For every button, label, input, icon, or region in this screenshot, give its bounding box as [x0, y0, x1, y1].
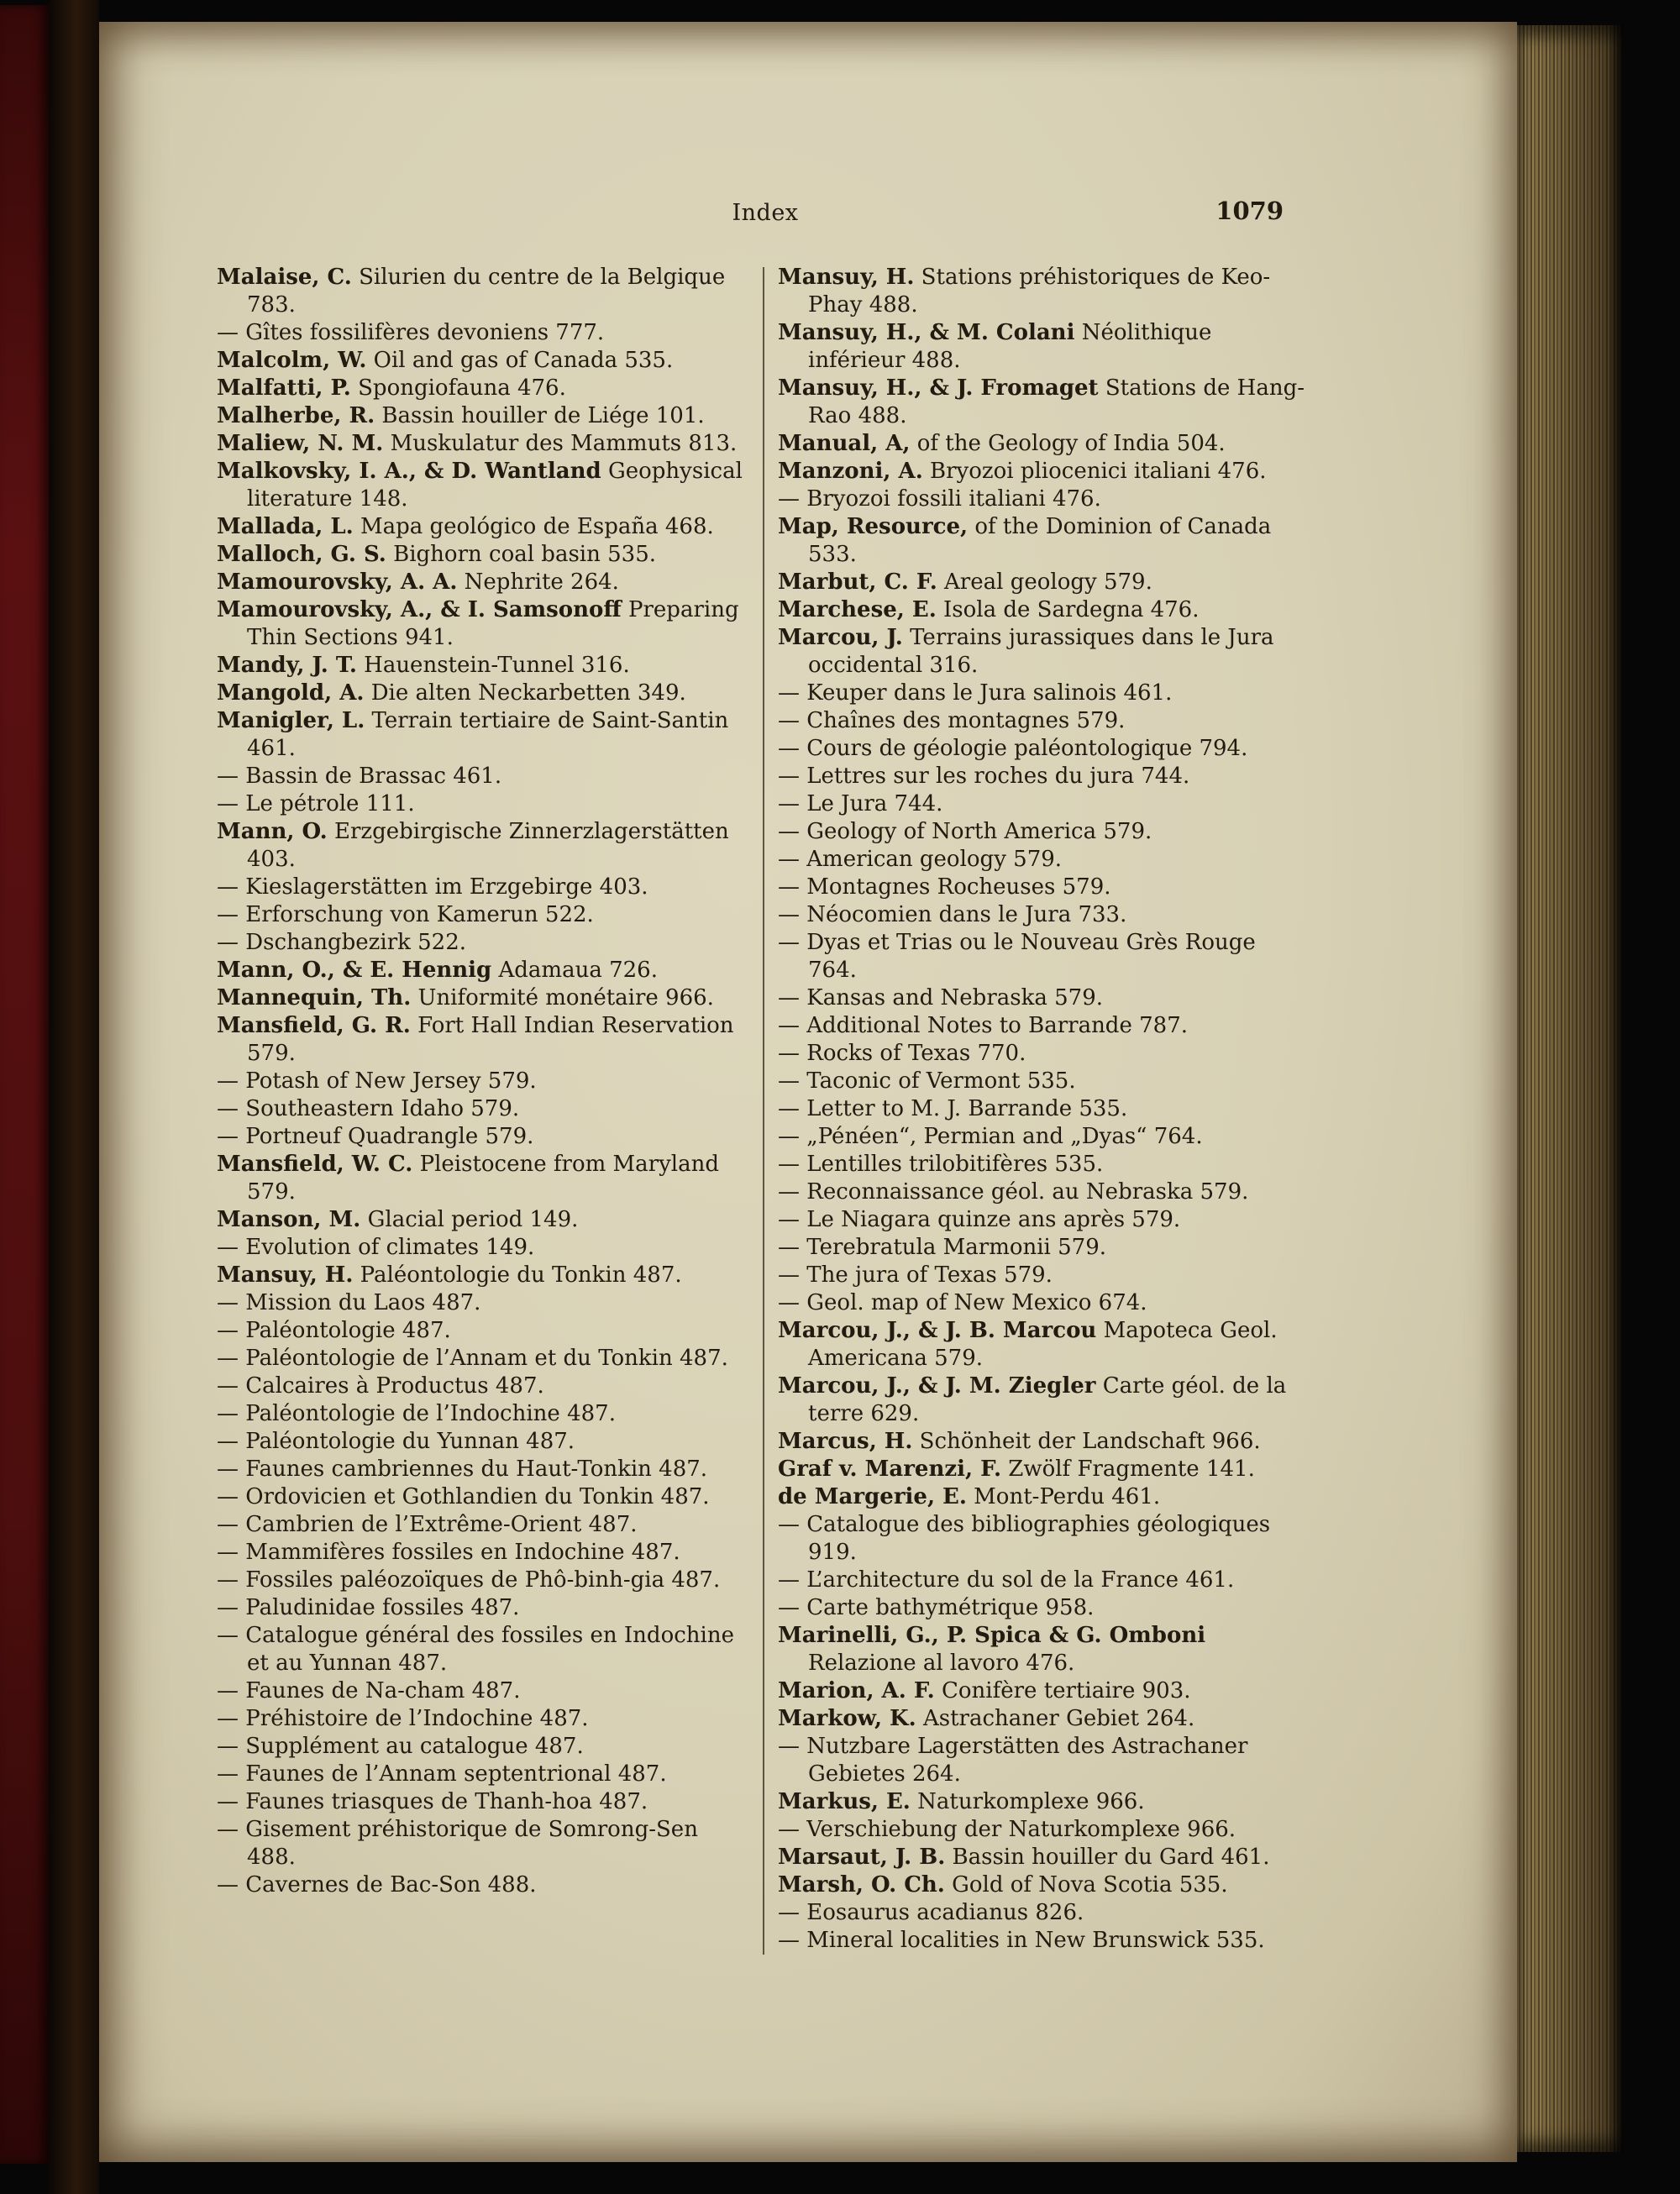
entry-repeat-dash: —	[217, 1068, 239, 1094]
index-entry: — Fossiles paléozoïques de Phô-binh-gia 487.	[217, 1567, 721, 1593]
entry-author: Maliew, N. M.	[217, 431, 384, 456]
entry-repeat-dash: —	[217, 1512, 239, 1537]
index-entry: Mann, O. Erzgebirgische Zinnerzlagerstätten 403.	[217, 819, 729, 872]
entry-author: Malloch, G. S.	[217, 542, 386, 567]
index-entry: — Carte bathymétrique 958.	[778, 1595, 1095, 1620]
entry-repeat-dash: —	[217, 1761, 239, 1787]
index-entry: de Margerie, E. Mont-Perdu 461.	[778, 1484, 1161, 1509]
entry-repeat-dash: —	[778, 1817, 800, 1842]
index-entry: — Dyas et Trias ou le Nouveau Grès Rouge 764.	[778, 930, 1256, 983]
entry-author: Mandy, J. T.	[217, 653, 357, 678]
index-entry: Manigler, L. Terrain tertiaire de Saint-Santin 461.	[217, 708, 729, 761]
entry-author: Mann, O., & E. Hennig	[217, 958, 492, 983]
entry-author: Malfatti, P.	[217, 375, 351, 401]
index-entry: — Cambrien de l’Extrême-Orient 487.	[217, 1512, 638, 1537]
index-entry: — Catalogue général des fossiles en Indochine et au Yunnan 487.	[217, 1623, 734, 1676]
index-entry: — Cours de géologie paléontologique 794.	[778, 736, 1248, 761]
entry-author: Marinelli, G., P. Spica & G. Omboni	[778, 1623, 1206, 1648]
index-entry: Marsaut, J. B. Bassin houiller du Gard 461.	[778, 1845, 1270, 1870]
entry-author: Mamourovsky, A. A.	[217, 569, 458, 595]
index-entry: Marsh, O. Ch. Gold of Nova Scotia 535.	[778, 1872, 1228, 1897]
entry-author: Mansuy, H.	[778, 265, 915, 290]
entry-author: Marsh, O. Ch.	[778, 1872, 945, 1897]
entry-repeat-dash: —	[778, 680, 800, 706]
index-entry: Mansfield, G. R. Fort Hall Indian Reservation 579.	[217, 1013, 734, 1066]
index-entry: Marbut, C. F. Areal geology 579.	[778, 569, 1152, 595]
entry-repeat-dash: —	[778, 1235, 800, 1260]
page-content	[217, 197, 1314, 1955]
index-entry: — Erforschung von Kamerun 522.	[217, 902, 594, 927]
index-entry: — Bassin de Brassac 461.	[217, 764, 502, 789]
index-entry: — Lettres sur les roches du jura 744.	[778, 764, 1190, 789]
index-entry: — Le Niagara quinze ans après 579.	[778, 1207, 1181, 1232]
entry-author: Mansfield, G. R.	[217, 1013, 411, 1038]
page-number: 1079	[1215, 197, 1284, 225]
entry-repeat-dash: —	[778, 1068, 800, 1094]
index-column-left	[217, 264, 749, 1955]
index-entry: — Mineral localities in New Brunswick 535.	[778, 1928, 1265, 1953]
index-entry: — Calcaires à Productus 487.	[217, 1373, 544, 1399]
index-entry: — Montagnes Rocheuses 579.	[778, 874, 1111, 900]
index-entry: Marcou, J., & J. M. Ziegler Carte géol. de la terre 629.	[778, 1373, 1287, 1426]
entry-author: Mallada, L.	[217, 514, 354, 539]
entry-repeat-dash: —	[217, 1290, 239, 1315]
entry-repeat-dash: —	[217, 1734, 239, 1759]
entry-author: Marcus, H.	[778, 1429, 913, 1454]
index-entry: Marion, A. F. Conifère tertiaire 903.	[778, 1678, 1191, 1703]
index-entry: Mansuy, H. Stations préhistoriques de Keo-Phay 488.	[778, 265, 1271, 318]
index-entry: — Supplément au catalogue 487.	[217, 1734, 584, 1759]
index-entry: Mannequin, Th. Uniformité monétaire 966.	[217, 985, 714, 1010]
index-entry: — Paléontologie 487.	[217, 1318, 451, 1343]
index-entry: — Kansas and Nebraska 579.	[778, 985, 1104, 1010]
index-entry: Manson, M. Glacial period 149.	[217, 1207, 579, 1232]
index-entry: — Paludinidae fossiles 487.	[217, 1595, 520, 1620]
index-entry: — Reconnaissance géol. au Nebraska 579.	[778, 1179, 1249, 1205]
entry-repeat-dash: —	[778, 1041, 800, 1066]
entry-author: Manzoni, A.	[778, 459, 923, 484]
index-entry: Malaise, C. Silurien du centre de la Belgique 783.	[217, 265, 726, 318]
column-divider-rule	[763, 267, 764, 1955]
index-entry: Mallada, L. Mapa geológico de España 468.	[217, 514, 714, 539]
entry-author: Mamourovsky, A., & I. Samsonoff	[217, 597, 622, 622]
index-entry: Graf v. Marenzi, F. Zwölf Fragmente 141.	[778, 1457, 1255, 1482]
entry-repeat-dash: —	[217, 874, 239, 900]
entry-repeat-dash: —	[217, 1346, 239, 1371]
index-entry: — Préhistoire de l’Indochine 487.	[217, 1706, 589, 1731]
index-entry: Mansfield, W. C. Pleistocene from Maryland 579.	[217, 1152, 719, 1205]
index-entry: — Lentilles trilobitifères 535.	[778, 1152, 1104, 1177]
index-entry: — Terebratula Marmonii 579.	[778, 1235, 1107, 1260]
index-entry: — Eosaurus acadianus 826.	[778, 1900, 1084, 1925]
index-entry: — Paléontologie du Yunnan 487.	[217, 1429, 575, 1454]
index-entry: — Bryozoi fossili italiani 476.	[778, 486, 1101, 512]
entry-repeat-dash: —	[778, 736, 800, 761]
index-entry: Mandy, J. T. Hauenstein-Tunnel 316.	[217, 653, 630, 678]
entry-repeat-dash: —	[217, 930, 239, 955]
entry-repeat-dash: —	[217, 1595, 239, 1620]
index-column-right	[778, 264, 1310, 1955]
entry-repeat-dash: —	[217, 1567, 239, 1593]
book-page	[99, 22, 1517, 2162]
index-entry: Mansuy, H., & J. Fromaget Stations de Hang-Rao 488.	[778, 375, 1305, 428]
entry-repeat-dash: —	[778, 1567, 800, 1593]
index-columns	[217, 264, 1314, 1955]
index-entry: — Mission du Laos 487.	[217, 1290, 481, 1315]
entry-author: Malaise, C.	[217, 265, 352, 290]
index-entry: — „Pénéen“, Permian and „Dyas“ 764.	[778, 1124, 1203, 1149]
index-entry: — Faunes triasques de Thanh-hoa 487.	[217, 1789, 648, 1814]
index-entry: — Kieslagerstätten im Erzgebirge 403.	[217, 874, 648, 900]
index-entry: Mansuy, H., & M. Colani Néolithique inférieur 488.	[778, 320, 1212, 373]
entry-author: Manual, A,	[778, 431, 911, 456]
index-entry: Map, Resource, of the Dominion of Canada 533.	[778, 514, 1272, 567]
index-entry: — Faunes de Na-cham 487.	[217, 1678, 521, 1703]
index-entry: — Faunes cambriennes du Haut-Tonkin 487.	[217, 1457, 708, 1482]
index-entry: Malfatti, P. Spongiofauna 476.	[217, 375, 566, 401]
entry-author: Marsaut, J. B.	[778, 1845, 946, 1870]
index-entry: — Paléontologie de l’Annam et du Tonkin 487.	[217, 1346, 728, 1371]
index-entry: — Le pétrole 111.	[217, 791, 415, 816]
index-entry: Marcus, H. Schönheit der Landschaft 966.	[778, 1429, 1261, 1454]
index-entry: — Cavernes de Bac-Son 488.	[217, 1872, 537, 1897]
index-entry: Manzoni, A. Bryozoi pliocenici italiani 476.	[778, 459, 1267, 484]
index-entry: — Faunes de l’Annam septentrional 487.	[217, 1761, 667, 1787]
entry-repeat-dash: —	[217, 1429, 239, 1454]
index-entry: Mamourovsky, A. A. Nephrite 264.	[217, 569, 619, 595]
entry-repeat-dash: —	[217, 320, 239, 345]
entry-repeat-dash: —	[778, 1512, 800, 1537]
entry-author: Malherbe, R.	[217, 403, 375, 428]
entry-author: Mansuy, H., & M. Colani	[778, 320, 1075, 345]
entry-author: Malkovsky, I. A., & D. Wantland	[217, 459, 601, 484]
entry-repeat-dash: —	[217, 1096, 239, 1121]
entry-repeat-dash: —	[217, 1817, 239, 1842]
entry-repeat-dash: —	[217, 1678, 239, 1703]
index-entry: — Mammifères fossiles en Indochine 487.	[217, 1540, 680, 1565]
index-entry: Manual, A, of the Geology of India 504.	[778, 431, 1226, 456]
index-entry: — Paléontologie de l’Indochine 487.	[217, 1401, 616, 1426]
index-entry: — Le Jura 744.	[778, 791, 943, 816]
entry-repeat-dash: —	[217, 1318, 239, 1343]
entry-repeat-dash: —	[217, 1373, 239, 1399]
entry-repeat-dash: —	[778, 874, 800, 900]
index-entry: Marcou, J. Terrains jurassiques dans le Jura occidental 316.	[778, 625, 1274, 678]
entry-repeat-dash: —	[778, 1124, 800, 1149]
entry-repeat-dash: —	[778, 1207, 800, 1232]
entry-repeat-dash: —	[217, 1457, 239, 1482]
index-entry: — Gisement préhistorique de Somrong-Sen 488.	[217, 1817, 698, 1870]
entry-repeat-dash: —	[778, 847, 800, 872]
entry-repeat-dash: —	[778, 1900, 800, 1925]
entry-author: Marchese, E.	[778, 597, 937, 622]
entry-author: Mann, O.	[217, 819, 328, 844]
index-entry: Mansuy, H. Paléontologie du Tonkin 487.	[217, 1262, 682, 1288]
entry-repeat-dash: —	[217, 1706, 239, 1731]
index-entry: Marcou, J., & J. B. Marcou Mapoteca Geol. Americana 579.	[778, 1318, 1278, 1371]
index-entry: Mamourovsky, A., & I. Samsonoff Preparing Thin Sections 941.	[217, 597, 739, 650]
index-entry: Malloch, G. S. Bighorn coal basin 535.	[217, 542, 657, 567]
entry-repeat-dash: —	[217, 1484, 239, 1509]
index-entry: — American geology 579.	[778, 847, 1063, 872]
entry-author: Mannequin, Th.	[217, 985, 412, 1010]
index-entry: — Rocks of Texas 770.	[778, 1041, 1026, 1066]
entry-repeat-dash: —	[217, 1401, 239, 1426]
entry-author: Mansfield, W. C.	[217, 1152, 413, 1177]
index-entry: Malcolm, W. Oil and gas of Canada 535.	[217, 348, 674, 373]
index-entry: — Verschiebung der Naturkomplexe 966.	[778, 1817, 1236, 1842]
entry-repeat-dash: —	[217, 1872, 239, 1897]
entry-repeat-dash: —	[778, 930, 800, 955]
entry-repeat-dash: —	[778, 1290, 800, 1315]
index-entry: Markus, E. Naturkomplexe 966.	[778, 1789, 1145, 1814]
entry-repeat-dash: —	[778, 1152, 800, 1177]
index-entry: Markow, K. Astrachaner Gebiet 264.	[778, 1706, 1195, 1731]
index-entry: — Southeastern Idaho 579.	[217, 1096, 520, 1121]
entry-author: Manson, M.	[217, 1207, 361, 1232]
entry-repeat-dash: —	[778, 791, 800, 816]
entry-repeat-dash: —	[217, 1623, 239, 1648]
entry-repeat-dash: —	[217, 791, 239, 816]
entry-author: Mansuy, H., & J. Fromaget	[778, 375, 1099, 401]
entry-repeat-dash: —	[778, 902, 800, 927]
entry-repeat-dash: —	[778, 486, 800, 512]
index-entry: — Gîtes fossilifères devoniens 777.	[217, 320, 605, 345]
entry-author: Markow, K.	[778, 1706, 916, 1731]
index-entry: — Dschangbezirk 522.	[217, 930, 467, 955]
entry-repeat-dash: —	[778, 708, 800, 733]
entry-author: Manigler, L.	[217, 708, 365, 733]
index-entry: — Nutzbare Lagerstätten des Astrachaner Gebietes 264.	[778, 1734, 1248, 1787]
entry-repeat-dash: —	[778, 764, 800, 789]
index-entry: Marchese, E. Isola de Sardegna 476.	[778, 597, 1200, 622]
index-entry: — Portneuf Quadrangle 579.	[217, 1124, 534, 1149]
entry-repeat-dash: —	[217, 1789, 239, 1814]
entry-author: Mangold, A.	[217, 680, 365, 706]
entry-author: Marcou, J., & J. M. Ziegler	[778, 1373, 1096, 1399]
entry-author: Marbut, C. F.	[778, 569, 937, 595]
index-entry: — Néocomien dans le Jura 733.	[778, 902, 1127, 927]
entry-repeat-dash: —	[778, 1013, 800, 1038]
index-entry: — The jura of Texas 579.	[778, 1262, 1053, 1288]
entry-repeat-dash: —	[217, 1540, 239, 1565]
entry-repeat-dash: —	[217, 764, 239, 789]
index-entry: Maliew, N. M. Muskulatur des Mammuts 813.	[217, 431, 738, 456]
entry-author: Map, Resource,	[778, 514, 969, 539]
entry-author: Markus, E.	[778, 1789, 911, 1814]
entry-repeat-dash: —	[217, 902, 239, 927]
entry-author: Marion, A. F.	[778, 1678, 935, 1703]
entry-repeat-dash: —	[217, 1124, 239, 1149]
entry-author: Mansuy, H.	[217, 1262, 354, 1288]
entry-author: Malcolm, W.	[217, 348, 367, 373]
entry-author: Marcou, J.	[778, 625, 903, 650]
index-entry: — Taconic of Vermont 535.	[778, 1068, 1076, 1094]
entry-repeat-dash: —	[778, 1179, 800, 1205]
entry-repeat-dash: —	[778, 1928, 800, 1953]
entry-author: Marcou, J., & J. B. Marcou	[778, 1318, 1097, 1343]
entry-repeat-dash: —	[778, 819, 800, 844]
entry-repeat-dash: —	[778, 1096, 800, 1121]
entry-repeat-dash: —	[778, 1262, 800, 1288]
index-entry: — Additional Notes to Barrande 787.	[778, 1013, 1188, 1038]
entry-repeat-dash: —	[778, 1734, 800, 1759]
index-entry: — Geology of North America 579.	[778, 819, 1152, 844]
entry-repeat-dash: —	[778, 985, 800, 1010]
index-entry: Marinelli, G., P. Spica & G. Omboni Relazione al lavoro 476.	[778, 1623, 1206, 1676]
index-entry: — Geol. map of New Mexico 674.	[778, 1290, 1147, 1315]
entry-repeat-dash: —	[778, 1595, 800, 1620]
book-spine-red-strip	[0, 5, 49, 2164]
page-header	[217, 197, 1314, 244]
entry-author: Graf v. Marenzi, F.	[778, 1457, 1001, 1482]
index-entry: — L’architecture du sol de la France 461.	[778, 1567, 1235, 1593]
index-entry: — Evolution of climates 149.	[217, 1235, 535, 1260]
index-entry: — Ordovicien et Gothlandien du Tonkin 487.	[217, 1484, 710, 1509]
index-entry: Malkovsky, I. A., & D. Wantland Geophysical literature 148.	[217, 459, 743, 512]
index-entry: Mann, O., & E. Hennig Adamaua 726.	[217, 958, 658, 983]
index-entry: — Letter to M. J. Barrande 535.	[778, 1096, 1128, 1121]
index-entry: — Keuper dans le Jura salinois 461.	[778, 680, 1173, 706]
header-index-label: Index	[732, 200, 799, 226]
index-entry: — Chaînes des montagnes 579.	[778, 708, 1126, 733]
index-entry: Mangold, A. Die alten Neckarbetten 349.	[217, 680, 686, 706]
entry-repeat-dash: —	[217, 1235, 239, 1260]
index-entry: — Catalogue des bibliographies géologiques 919.	[778, 1512, 1271, 1565]
entry-author: de Margerie, E.	[778, 1484, 967, 1509]
book-page-edges	[1517, 25, 1623, 2152]
book-spine-shadow	[49, 0, 99, 2194]
index-entry: — Potash of New Jersey 579.	[217, 1068, 537, 1094]
index-entry: Malherbe, R. Bassin houiller de Liége 101.	[217, 403, 705, 428]
